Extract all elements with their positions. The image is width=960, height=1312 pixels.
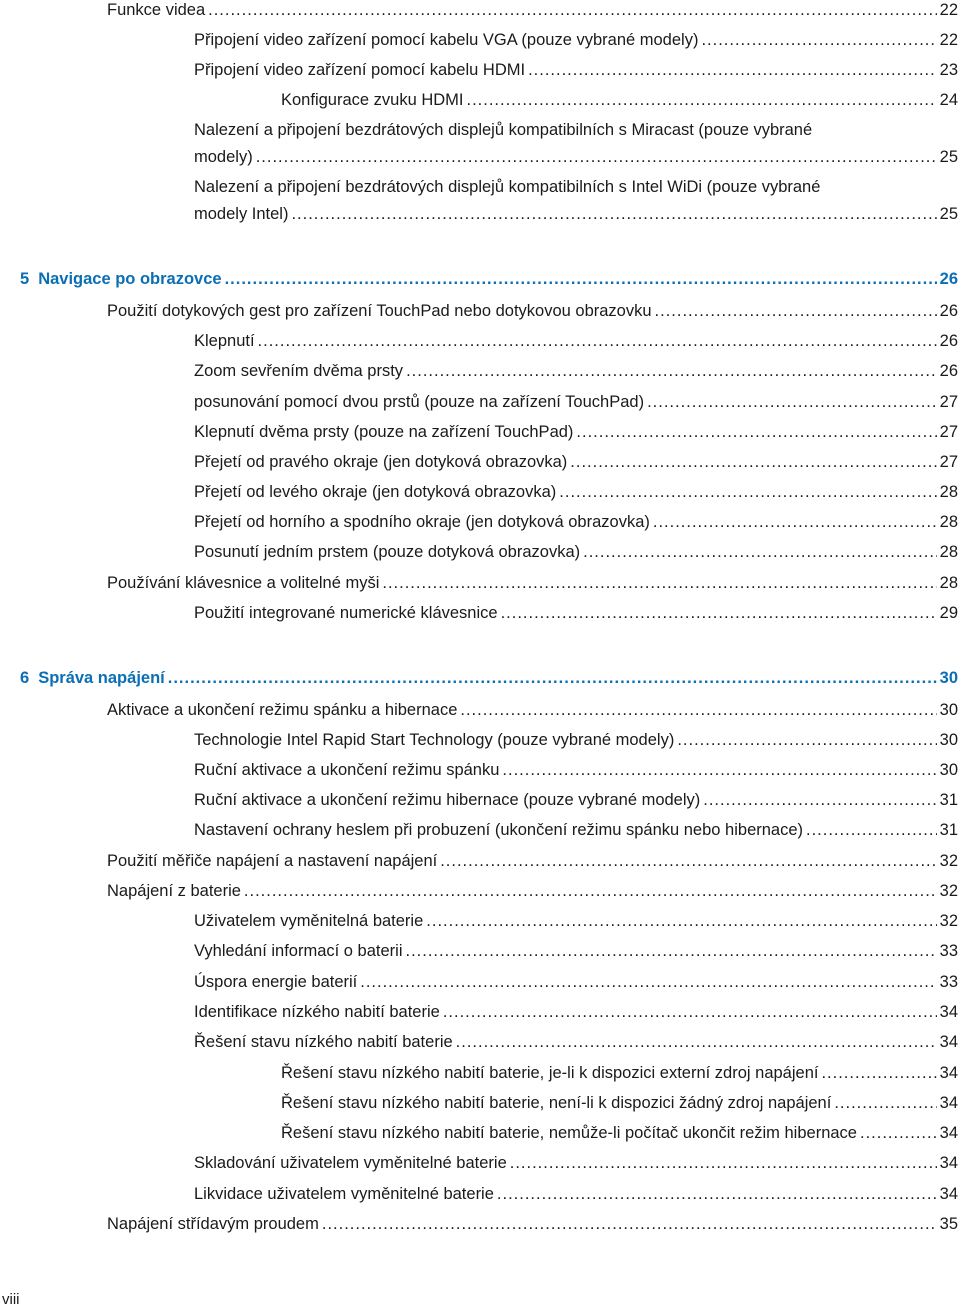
toc-entry-title: Použití měřiče napájení a nastavení napájení: [107, 852, 438, 870]
chapter-title: Správa napájení: [38, 669, 165, 687]
dot-leader: [322, 1213, 937, 1235]
toc-entry-page: 31: [939, 821, 958, 839]
toc-entry-page: 34: [939, 1003, 958, 1021]
toc-entry-title-line2: modely Intel): [194, 205, 289, 223]
dot-leader: [443, 1001, 937, 1023]
toc-entry[interactable]: [194, 729, 958, 751]
toc-entry[interactable]: [281, 1062, 958, 1084]
toc-entry-title: Řešení stavu nízkého nabití baterie, je-li k dispozici externí zdroj napájení: [281, 1064, 819, 1082]
toc-entry-title: Identifikace nízkého nabití baterie: [194, 1003, 440, 1021]
toc-entry-title: Ruční aktivace a ukončení režimu spánku: [194, 761, 500, 779]
toc-entry-page: 25: [939, 205, 958, 223]
toc-entry-page: 25: [939, 148, 958, 166]
toc-entry-title: Napájení střídavým proudem: [107, 1215, 319, 1233]
toc-entry-title: Klepnutí: [194, 332, 255, 350]
toc-entry-title: Klepnutí dvěma prsty (pouze na zařízení TouchPad): [194, 423, 574, 441]
chapter-number: 6: [20, 669, 30, 687]
dot-leader: [426, 910, 936, 932]
toc-entry[interactable]: [194, 1152, 958, 1174]
dot-leader: [382, 572, 936, 594]
toc-entry[interactable]: [281, 1092, 958, 1114]
toc-entry[interactable]: [107, 0, 958, 21]
dot-leader: [528, 59, 937, 81]
toc-entry[interactable]: [194, 602, 958, 624]
toc-entry-page: 30: [939, 701, 958, 719]
toc-entry-page: 27: [939, 393, 958, 411]
toc-entry-page: 22: [939, 1, 958, 19]
toc-entry-page: 34: [939, 1064, 958, 1082]
toc-entry[interactable]: [194, 391, 958, 413]
toc-entry-page: 28: [939, 513, 958, 531]
toc-entry-title: Přejetí od levého okraje (jen dotyková obrazovka): [194, 483, 557, 501]
toc-entry[interactable]: [107, 850, 958, 872]
toc-entry[interactable]: [194, 1001, 958, 1023]
dot-leader: [258, 330, 937, 352]
dot-leader: [225, 268, 937, 290]
dot-leader: [460, 699, 936, 721]
toc-entry-page: 27: [939, 423, 958, 441]
toc-entry-page: 34: [939, 1094, 958, 1112]
toc-entry-page: 26: [939, 302, 958, 320]
toc-entry-title: Vyhledání informací o baterii: [194, 942, 403, 960]
toc-entry-page: 24: [939, 91, 958, 109]
toc-entry-title: Konfigurace zvuku HDMI: [281, 91, 464, 109]
dot-leader: [559, 481, 936, 503]
chapter-title: Navigace po obrazovce: [38, 270, 222, 288]
toc-entry-page: 28: [939, 543, 958, 561]
toc-entry-page: 23: [939, 61, 958, 79]
dot-leader: [406, 940, 937, 962]
toc-entry-title: Řešení stavu nízkého nabití baterie, nemůže-li počítač ukončit režim hibernace: [281, 1124, 857, 1142]
toc-entry-page: 32: [939, 852, 958, 870]
toc-entry-page: 26: [939, 270, 958, 288]
toc-entry-page: 26: [939, 332, 958, 350]
dot-leader: [860, 1122, 937, 1144]
toc-entry[interactable]: [107, 300, 958, 322]
toc-entry-title-line1: Nalezení a připojení bezdrátových displejů kompatibilních s Intel WiDi (pouze vybrané: [194, 178, 821, 196]
dot-leader: [677, 729, 936, 751]
dot-leader: [291, 203, 936, 225]
toc-chapter[interactable]: [20, 667, 958, 689]
toc-entry-page: 33: [939, 973, 958, 991]
toc-entry[interactable]: [107, 1213, 958, 1235]
dot-leader: [168, 667, 937, 689]
dot-leader: [655, 300, 937, 322]
toc-entry[interactable]: [194, 1031, 958, 1053]
toc-entry[interactable]: [107, 572, 958, 594]
toc-entry-title: Nastavení ochrany heslem při probuzení (ukončení režimu spánku nebo hibernace): [194, 821, 804, 839]
toc-entry[interactable]: [194, 451, 958, 473]
dot-leader: [576, 421, 936, 443]
dot-leader: [502, 759, 936, 781]
toc-entry-page: 26: [939, 362, 958, 380]
toc-entry[interactable]: [194, 940, 958, 962]
toc-entry-page: 32: [939, 882, 958, 900]
toc-entry-page: 30: [939, 761, 958, 779]
dot-leader: [501, 602, 937, 624]
toc-entry[interactable]: [194, 511, 958, 533]
toc-entry-title: Připojení video zařízení pomocí kabelu HDMI: [194, 61, 526, 79]
toc-entry-page: 27: [939, 453, 958, 471]
dot-leader: [647, 391, 937, 413]
toc-entry-title: Zoom sevřením dvěma prsty: [194, 362, 404, 380]
toc-entry-title: Uživatelem vyměnitelná baterie: [194, 912, 424, 930]
toc-entry-title: Použití integrované numerické klávesnice: [194, 604, 498, 622]
toc-entry-title: Použití dotykových gest pro zařízení TouchPad nebo dotykovou obrazovku: [107, 302, 652, 320]
toc-entry[interactable]: [194, 203, 958, 225]
toc-entry-page: 29: [939, 604, 958, 622]
dot-leader: [256, 146, 937, 168]
toc-entry[interactable]: [194, 910, 958, 932]
toc-entry[interactable]: [107, 880, 958, 902]
toc-entry[interactable]: [194, 789, 958, 811]
toc-entry-page: 35: [939, 1215, 958, 1233]
toc-entry-title-line2: modely): [194, 148, 253, 166]
toc-entry[interactable]: [107, 699, 958, 721]
dot-leader: [834, 1092, 936, 1114]
toc-entry[interactable]: [194, 146, 958, 168]
toc-entry[interactable]: [281, 89, 958, 111]
toc-entry-title: Používání klávesnice a volitelné myši: [107, 574, 380, 592]
toc-entry-title: Řešení stavu nízkého nabití baterie: [194, 1033, 453, 1051]
toc-entry-title: posunování pomocí dvou prstů (pouze na zařízení TouchPad): [194, 393, 645, 411]
toc-entry[interactable]: [194, 971, 958, 993]
chapter-number: 5: [20, 270, 30, 288]
toc-entry[interactable]: [194, 421, 958, 443]
dot-leader: [244, 880, 937, 902]
toc-entry[interactable]: [194, 29, 958, 51]
toc-entry-title: Likvidace uživatelem vyměnitelné baterie: [194, 1185, 494, 1203]
toc-entry-page: 30: [939, 731, 958, 749]
toc-entry-page: 34: [939, 1185, 958, 1203]
toc-chapter[interactable]: [20, 268, 958, 290]
toc-entry-title: Napájení z baterie: [107, 882, 241, 900]
dot-leader: [510, 1152, 937, 1174]
page-number: viii: [2, 1291, 20, 1308]
toc-entry-title: Úspora energie baterií: [194, 973, 358, 991]
toc-entry-page: 33: [939, 942, 958, 960]
toc-entry[interactable]: [194, 360, 958, 382]
toc-entry[interactable]: [281, 1122, 958, 1144]
toc-entry-title: Funkce videa: [107, 1, 206, 19]
toc-entry-page: 32: [939, 912, 958, 930]
toc-entry-page: 34: [939, 1124, 958, 1142]
dot-leader: [360, 971, 936, 993]
toc-entry[interactable]: [194, 759, 958, 781]
toc-entry-title: Posunutí jedním prstem (pouze dotyková obrazovka): [194, 543, 581, 561]
toc-entry-title: Připojení video zařízení pomocí kabelu VGA (pouze vybrané modely): [194, 31, 699, 49]
dot-leader: [821, 1062, 936, 1084]
dot-leader: [653, 511, 937, 533]
toc-entry[interactable]: [194, 541, 958, 563]
toc-entry[interactable]: [194, 1183, 958, 1205]
toc-entry-title: Přejetí od horního a spodního okraje (jen dotyková obrazovka): [194, 513, 650, 531]
toc-entry[interactable]: [194, 481, 958, 503]
dot-leader: [583, 541, 937, 563]
toc-entry-title: Aktivace a ukončení režimu spánku a hibernace: [107, 701, 458, 719]
dot-leader: [570, 451, 936, 473]
toc-entry-page: 22: [939, 31, 958, 49]
toc-entry-title: Přejetí od pravého okraje (jen dotyková obrazovka): [194, 453, 568, 471]
toc-entry-title: Řešení stavu nízkého nabití baterie, není-li k dispozici žádný zdroj napájení: [281, 1094, 832, 1112]
toc-entry-page: 31: [939, 791, 958, 809]
toc-entry[interactable]: [194, 330, 958, 352]
toc-entry-page: 34: [939, 1033, 958, 1051]
toc-entry-page: 28: [939, 483, 958, 501]
toc-entry[interactable]: [194, 819, 958, 841]
toc-entry[interactable]: [194, 59, 958, 81]
dot-leader: [497, 1183, 937, 1205]
toc-entry-page: 30: [939, 669, 958, 687]
dot-leader: [208, 0, 937, 21]
dot-leader: [406, 360, 937, 382]
dot-leader: [467, 89, 937, 111]
dot-leader: [703, 789, 936, 811]
dot-leader: [806, 819, 937, 841]
toc-entry-page: 34: [939, 1154, 958, 1172]
toc-entry-page: 28: [939, 574, 958, 592]
dot-leader: [440, 850, 936, 872]
toc-entry-title: Skladování uživatelem vyměnitelné baterie: [194, 1154, 507, 1172]
toc-entry-title: Ruční aktivace a ukončení režimu hibernace (pouze vybrané modely): [194, 791, 701, 809]
toc-entry-title-line1: Nalezení a připojení bezdrátových displejů kompatibilních s Miracast (pouze vybrané: [194, 121, 813, 139]
dot-leader: [456, 1031, 937, 1053]
toc-entry-title: Technologie Intel Rapid Start Technology (pouze vybrané modely): [194, 731, 675, 749]
dot-leader: [701, 29, 936, 51]
